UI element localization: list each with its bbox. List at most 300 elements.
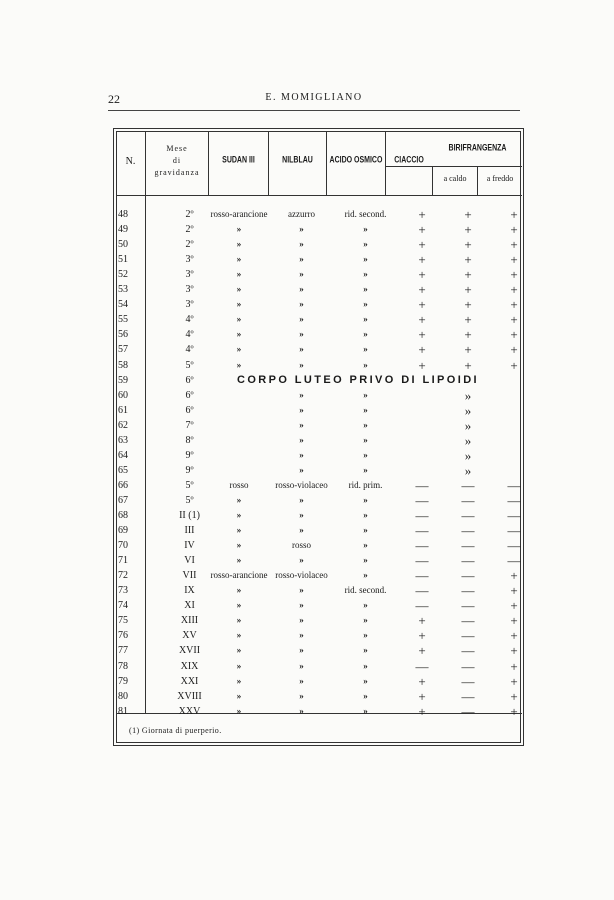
cell-sudan: » — [236, 555, 242, 566]
cell-caldo: — — [461, 703, 475, 719]
header-a-caldo: a caldo — [443, 174, 467, 183]
cell-acido: » — [363, 314, 368, 325]
cell-mese: 7º — [185, 419, 194, 431]
cell-mese: XIII — [180, 615, 199, 627]
cell-n: 50 — [118, 239, 128, 251]
cell-caldo: » — [464, 417, 472, 433]
cell-nilblau: » — [299, 525, 304, 536]
cell-mese: III — [184, 525, 195, 537]
cell-mese: 3º — [185, 254, 194, 266]
cell-sudan: rosso-arancione — [210, 570, 268, 581]
cell-acido: » — [363, 239, 368, 250]
cell-ciaccio: — — [415, 508, 429, 523]
cell-ciaccio: — — [415, 553, 429, 569]
table-row — [115, 523, 525, 538]
cell-caldo: — — [461, 568, 475, 584]
table-row — [115, 598, 525, 613]
cell-acido: » — [363, 389, 368, 400]
cell-sudan: » — [236, 314, 242, 325]
cell-acido: » — [363, 359, 368, 370]
cell-acido: » — [363, 419, 368, 430]
cell-nilblau: » — [299, 660, 304, 671]
cell-caldo: + — [464, 312, 472, 328]
cell-n: 53 — [118, 284, 128, 296]
cell-caldo: — — [461, 598, 475, 614]
table-row — [115, 493, 525, 508]
cell-ciaccio: — — [415, 477, 429, 493]
cell-freddo: + — [510, 688, 518, 704]
cell-ciaccio: — — [415, 568, 429, 584]
cell-ciaccio: + — [418, 222, 426, 238]
header-acido: ACIDO OSMICO — [329, 156, 383, 165]
cell-ciaccio: + — [418, 237, 426, 253]
cell-caldo: » — [464, 447, 472, 463]
cell-nilblau: » — [299, 449, 304, 460]
cell-acido: » — [363, 570, 368, 581]
cell-nilblau: » — [299, 675, 304, 686]
cell-caldo: — — [461, 643, 475, 659]
cell-acido: » — [363, 675, 368, 686]
cell-mese: 2º — [185, 224, 194, 236]
cell-nilblau: azzurro — [288, 209, 315, 219]
cell-mese: 4º — [185, 314, 194, 326]
table-row — [115, 659, 525, 674]
cell-sudan: » — [236, 344, 242, 355]
cell-ciaccio: + — [418, 327, 426, 343]
cell-caldo: + — [464, 207, 472, 222]
cell-nilblau: » — [299, 464, 304, 475]
cell-sudan: » — [236, 359, 242, 370]
cell-caldo: — — [461, 492, 475, 508]
cell-mese: 3º — [185, 299, 194, 311]
cell-caldo: + — [464, 222, 472, 238]
cell-mese: XXI — [180, 675, 199, 687]
cell-nilblau: » — [299, 314, 304, 325]
cell-ciaccio: + — [418, 643, 426, 659]
cell-acido: » — [363, 555, 368, 566]
cell-freddo: — — [507, 477, 521, 493]
cell-ciaccio: — — [415, 492, 429, 508]
table-row — [115, 628, 525, 643]
cell-acido: » — [363, 690, 368, 701]
banner-corpo-luteo: CORPO LUTEO PRIVO DI LIPOIDI — [237, 373, 479, 386]
cell-caldo: + — [464, 267, 472, 283]
cell-freddo: — — [507, 538, 521, 554]
cell-nilblau: » — [299, 359, 304, 370]
cell-caldo: » — [464, 402, 472, 418]
cell-n: 71 — [118, 555, 128, 567]
table-row — [115, 267, 525, 282]
cell-acido: » — [363, 254, 368, 265]
table-row — [115, 478, 525, 493]
cell-ciaccio: — — [415, 583, 429, 599]
cell-caldo: » — [464, 462, 472, 478]
cell-caldo: — — [461, 477, 475, 493]
cell-freddo: + — [510, 613, 518, 629]
cell-ciaccio: — — [415, 523, 429, 539]
cell-caldo: » — [464, 387, 472, 403]
cell-sudan: » — [236, 510, 242, 520]
cell-sudan: » — [236, 660, 242, 671]
cell-ciaccio: + — [418, 312, 426, 328]
cell-n: 72 — [118, 570, 128, 582]
cell-mese: VII — [182, 570, 197, 582]
cell-nilblau: » — [299, 510, 304, 520]
table-row — [115, 237, 525, 252]
cell-caldo: — — [461, 538, 475, 554]
cell-ciaccio: + — [418, 357, 426, 373]
table-row — [115, 327, 525, 342]
cell-acido: » — [363, 494, 368, 505]
cell-n: 75 — [118, 615, 128, 627]
cell-sudan: » — [236, 690, 242, 701]
cell-nilblau: » — [299, 630, 304, 641]
cell-n: 48 — [118, 209, 128, 220]
table-row — [115, 373, 525, 388]
running-head — [108, 92, 520, 111]
cell-n: 64 — [118, 449, 128, 461]
table-row — [115, 433, 525, 448]
header-nilblau: NILBLAU — [282, 156, 313, 165]
cell-sudan: » — [236, 299, 242, 310]
cell-n: 67 — [118, 494, 128, 506]
table-row — [115, 463, 525, 478]
cell-n: 54 — [118, 299, 128, 311]
cell-caldo: — — [461, 508, 475, 523]
cell-nilblau: » — [299, 600, 304, 611]
cell-freddo: + — [510, 673, 518, 689]
cell-n: 63 — [118, 434, 128, 446]
cell-mese: 4º — [185, 329, 194, 341]
header-mese-line3: gravidanza — [154, 168, 200, 177]
cell-acido: » — [363, 299, 368, 310]
cell-caldo: + — [464, 237, 472, 253]
cell-nilblau: rosso-violaceo — [275, 479, 328, 490]
cell-mese: 6º — [185, 374, 194, 386]
cell-freddo: + — [510, 252, 518, 268]
cell-nilblau: » — [299, 344, 304, 355]
cell-acido: » — [363, 224, 368, 235]
cell-freddo: + — [510, 643, 518, 659]
cell-acido: » — [363, 284, 368, 295]
cell-acido: » — [363, 434, 368, 445]
cell-n: 78 — [118, 660, 128, 672]
cell-caldo: — — [461, 583, 475, 599]
cell-ciaccio: + — [418, 628, 426, 644]
cell-caldo: + — [464, 327, 472, 343]
author-name: E. MOMIGLIANO — [265, 92, 363, 103]
cell-freddo: + — [510, 568, 518, 584]
cell-caldo: — — [461, 628, 475, 644]
cell-mese: VI — [184, 555, 195, 567]
cell-freddo: — — [507, 523, 521, 539]
cell-acido: » — [363, 329, 368, 340]
header-mese — [146, 143, 208, 179]
cell-n: 56 — [118, 329, 128, 341]
cell-freddo: — — [507, 553, 521, 569]
cell-acido: » — [363, 540, 368, 551]
cell-nilblau: » — [299, 555, 304, 566]
cell-sudan: » — [236, 329, 242, 340]
header-mese-line2: di — [172, 156, 182, 165]
cell-freddo: + — [510, 267, 518, 283]
cell-mese: 3º — [185, 284, 194, 296]
cell-sudan: » — [236, 705, 242, 716]
table-row — [115, 342, 525, 357]
cell-mese: 6º — [185, 389, 194, 401]
page-number: 22 — [108, 92, 120, 106]
cell-n: 60 — [118, 389, 128, 401]
cell-nilblau: » — [299, 269, 304, 280]
cell-sudan: » — [236, 540, 242, 551]
cell-n: 76 — [118, 630, 128, 642]
cell-nilblau: » — [299, 404, 304, 415]
cell-mese: XV — [182, 630, 197, 642]
cell-acido: rid. second. — [344, 585, 387, 596]
cell-freddo: + — [510, 327, 518, 343]
cell-n: 77 — [118, 645, 128, 657]
cell-nilblau: » — [299, 284, 304, 295]
table-row — [115, 643, 525, 658]
cell-sudan: » — [236, 615, 242, 626]
cell-mese: 2º — [185, 239, 194, 251]
cell-freddo: — — [507, 492, 521, 508]
cell-acido: » — [363, 705, 368, 716]
cell-acido: » — [363, 404, 368, 415]
cell-caldo: — — [461, 553, 475, 569]
cell-sudan: » — [236, 269, 242, 280]
cell-ciaccio: + — [418, 267, 426, 283]
cell-caldo: + — [464, 297, 472, 313]
cell-ciaccio: + — [418, 297, 426, 313]
cell-mese: 6º — [185, 404, 194, 416]
table-row — [115, 448, 525, 463]
cell-freddo: — — [507, 508, 521, 523]
cell-nilblau: » — [299, 239, 304, 250]
cell-acido: » — [363, 645, 368, 656]
cell-acido: » — [363, 464, 368, 475]
cell-freddo: + — [510, 312, 518, 328]
cell-acido: » — [363, 660, 368, 671]
table-row — [115, 704, 525, 719]
cell-sudan: » — [236, 630, 242, 641]
cell-n: 65 — [118, 464, 128, 476]
cell-nilblau: » — [299, 585, 304, 596]
cell-nilblau: » — [299, 299, 304, 310]
cell-mese: 4º — [185, 344, 194, 356]
table-row — [115, 388, 525, 403]
cell-n: 73 — [118, 585, 128, 597]
cell-mese: 5º — [185, 359, 194, 371]
cell-nilblau: » — [299, 690, 304, 701]
cell-n: 49 — [118, 224, 128, 236]
cell-freddo: + — [510, 282, 518, 298]
cell-mese: XVIII — [177, 690, 202, 702]
cell-mese: XVII — [178, 645, 201, 657]
table-row — [115, 568, 525, 583]
cell-ciaccio: + — [418, 207, 426, 222]
cell-ciaccio: — — [415, 538, 429, 554]
cell-mese: 2º — [185, 209, 194, 220]
cell-nilblau: » — [299, 419, 304, 430]
cell-acido: » — [363, 344, 368, 355]
cell-sudan: » — [236, 254, 242, 265]
cell-mese: 5º — [185, 479, 194, 491]
cell-acido: » — [363, 630, 368, 641]
cell-ciaccio: + — [418, 252, 426, 268]
cell-caldo: — — [461, 688, 475, 704]
cell-caldo: + — [464, 342, 472, 358]
cell-acido: » — [363, 600, 368, 611]
table-row — [115, 508, 525, 523]
cell-n: 62 — [118, 419, 128, 431]
cell-n: 81 — [118, 705, 128, 717]
cell-mese: XXV — [178, 705, 201, 717]
cell-freddo: + — [510, 628, 518, 644]
cell-acido: » — [363, 615, 368, 626]
table-row — [115, 297, 525, 312]
cell-ciaccio: + — [418, 673, 426, 689]
cell-freddo: + — [510, 583, 518, 599]
cell-n: 69 — [118, 525, 128, 537]
header-sudan: SUDAN III — [222, 156, 255, 165]
cell-n: 57 — [118, 344, 128, 356]
cell-caldo: — — [461, 673, 475, 689]
cell-sudan: » — [236, 645, 242, 656]
cell-n: 52 — [118, 269, 128, 281]
table-row — [115, 207, 525, 222]
cell-n: 58 — [118, 359, 128, 371]
cell-mese: 5º — [185, 494, 194, 506]
cell-caldo: + — [464, 252, 472, 268]
header-rule — [116, 195, 522, 196]
cell-n: 80 — [118, 690, 128, 702]
cell-sudan: » — [236, 585, 242, 596]
cell-caldo: — — [461, 613, 475, 629]
cell-n: 74 — [118, 600, 128, 612]
cell-sudan: rosso — [229, 479, 249, 490]
cell-freddo: + — [510, 207, 518, 222]
cell-n: 79 — [118, 675, 128, 687]
cell-nilblau: » — [299, 494, 304, 505]
cell-ciaccio: + — [418, 282, 426, 298]
cell-mese: 9º — [185, 449, 194, 461]
cell-mese: IX — [184, 585, 195, 597]
cell-mese: 9º — [185, 464, 194, 476]
cell-nilblau: rosso-violaceo — [275, 570, 328, 581]
table-row — [115, 312, 525, 327]
cell-freddo: + — [510, 297, 518, 313]
header-mese-line1: Mese — [166, 144, 188, 153]
cell-sudan: » — [236, 494, 242, 505]
table-row — [115, 358, 525, 373]
cell-nilblau: » — [299, 705, 304, 716]
table-row — [115, 689, 525, 704]
cell-caldo: » — [464, 432, 472, 448]
cell-freddo: + — [510, 222, 518, 238]
cell-freddo: + — [510, 598, 518, 614]
cell-caldo: — — [461, 658, 475, 674]
cell-sudan: rosso-arancione — [210, 209, 268, 219]
cell-n: 68 — [118, 510, 128, 521]
cell-acido: rid. second. — [344, 209, 387, 219]
cell-sudan: » — [236, 239, 242, 250]
cell-mese: II (1) — [179, 510, 200, 521]
cell-ciaccio: — — [415, 658, 429, 674]
cell-acido: rid. prim. — [348, 479, 383, 490]
cell-ciaccio: — — [415, 598, 429, 614]
cell-nilblau: rosso — [291, 540, 311, 551]
cell-freddo: + — [510, 342, 518, 358]
header-a-freddo: a freddo — [486, 174, 514, 183]
cell-mese: 3º — [185, 269, 194, 281]
cell-freddo: + — [510, 658, 518, 674]
table-row — [115, 613, 525, 628]
table-row — [115, 252, 525, 267]
cell-sudan: » — [236, 525, 242, 536]
cell-n: 51 — [118, 254, 128, 266]
cell-nilblau: » — [299, 389, 304, 400]
cell-freddo: + — [510, 703, 518, 719]
cell-caldo: — — [461, 523, 475, 539]
cell-n: 55 — [118, 314, 128, 326]
cell-n: 66 — [118, 479, 128, 491]
cell-freddo: + — [510, 237, 518, 253]
cell-nilblau: » — [299, 224, 304, 235]
cell-nilblau: » — [299, 615, 304, 626]
table-row — [115, 403, 525, 418]
table-row — [115, 553, 525, 568]
cell-ciaccio: + — [418, 342, 426, 358]
table-row — [115, 418, 525, 433]
cell-acido: » — [363, 525, 368, 536]
cell-caldo: + — [464, 357, 472, 373]
cell-nilblau: » — [299, 254, 304, 265]
cell-nilblau: » — [299, 434, 304, 445]
table-row — [115, 583, 525, 598]
cell-sudan: » — [236, 600, 242, 611]
cell-nilblau: » — [299, 329, 304, 340]
header-ciaccio: CIACCIO — [394, 156, 424, 165]
cell-freddo: + — [510, 357, 518, 373]
cell-n: 59 — [118, 374, 128, 386]
cell-acido: » — [363, 510, 368, 520]
cell-n: 70 — [118, 540, 128, 552]
cell-ciaccio: + — [418, 613, 426, 629]
cell-mese: IV — [184, 540, 195, 552]
cell-sudan: » — [236, 675, 242, 686]
cell-sudan: » — [236, 224, 242, 235]
cell-nilblau: » — [299, 645, 304, 656]
cell-n: 61 — [118, 404, 128, 416]
cell-mese: XIX — [180, 660, 199, 672]
footnote: (1) Giornata di puerperio. — [129, 726, 222, 735]
cell-caldo: + — [464, 282, 472, 298]
table-row — [115, 674, 525, 689]
table-row — [115, 222, 525, 237]
table-row — [115, 538, 525, 553]
cell-acido: » — [363, 269, 368, 280]
cell-mese: XI — [184, 600, 195, 612]
table-row — [115, 282, 525, 297]
cell-ciaccio: + — [418, 703, 426, 719]
cell-mese: 8º — [185, 434, 194, 446]
cell-sudan: » — [236, 284, 242, 295]
header-n: N. — [125, 156, 136, 167]
header-birifrangenza: BIRIFRANGENZA — [448, 144, 507, 153]
cell-ciaccio: + — [418, 688, 426, 704]
cell-acido: » — [363, 449, 368, 460]
